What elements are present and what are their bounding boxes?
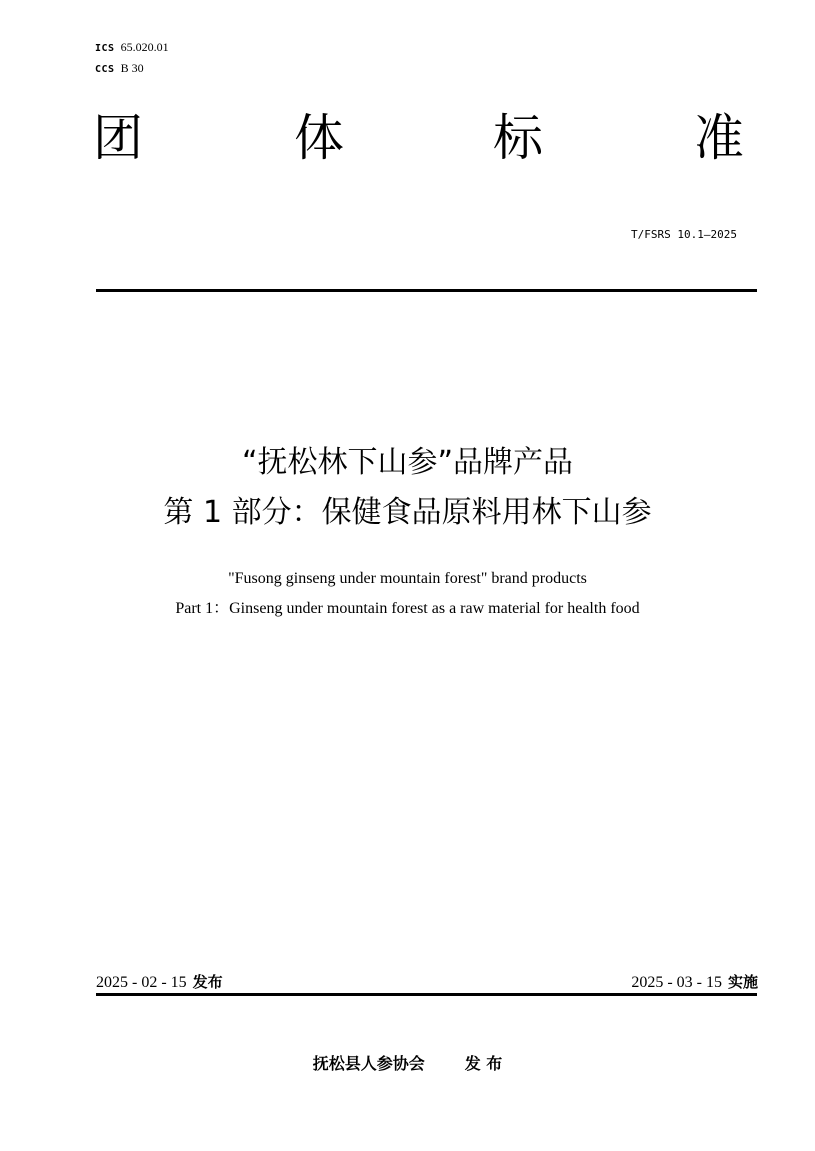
title-line-1: “抚松林下山参”品牌产品 [241,445,574,480]
ccs-value: B 30 [120,61,144,75]
footer-divider [96,993,757,996]
publish-date [96,972,223,993]
ccs-code [95,61,144,77]
implement-date [631,972,758,993]
ics-code [95,40,169,56]
doc-type-char-2: 体 [294,109,344,167]
issuer-action: 发 布 [464,1054,503,1073]
implement-label: 实施 [727,973,758,991]
ics-label: ICS [95,43,115,54]
english-title-line-1: "Fusong ginseng under mountain forest" brand products [228,570,587,587]
english-title-line-2: Part 1：Ginseng under mountain forest as a raw material for health food [175,600,640,617]
title-line-2: 第 1 部分：保健食品原料用林下山参 [163,495,652,530]
doc-type-char-3: 标 [493,109,543,167]
publish-date-value: 2025 - 02 - 15 [96,974,187,991]
publish-label: 发布 [192,973,223,991]
ics-value: 65.020.01 [120,40,169,54]
header-divider [96,289,757,292]
ccs-label: CCS [95,64,115,75]
standard-number: T/FSRS 10.1—2025 [631,228,737,241]
issuer-name: 抚松县人参协会 [312,1054,425,1073]
implement-date-value: 2025 - 03 - 15 [631,974,722,991]
doc-type-char-1: 团 [93,109,143,167]
doc-type-char-4: 准 [694,109,744,167]
issuer [0,1053,815,1075]
